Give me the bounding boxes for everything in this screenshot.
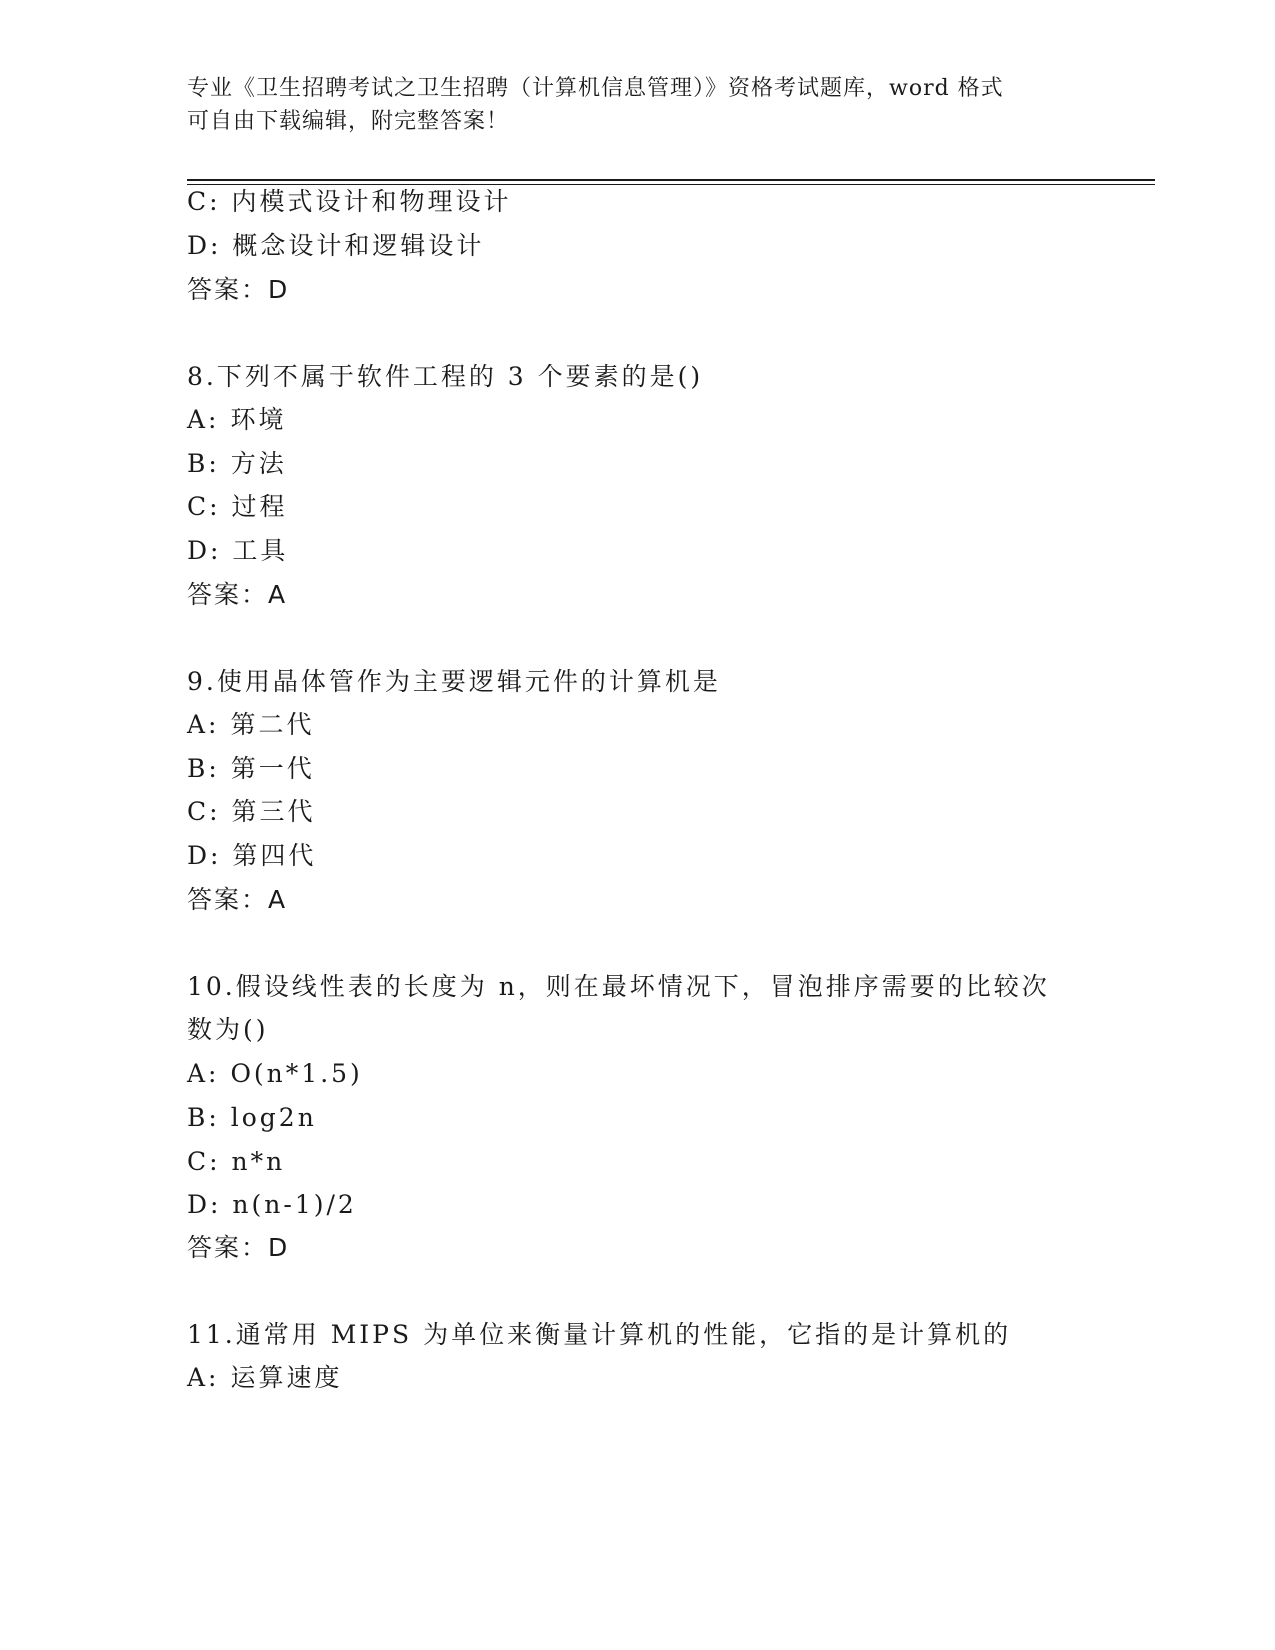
answer-line: 答案：A — [187, 885, 288, 914]
text-span: 过程 — [231, 492, 288, 521]
document-header — [187, 72, 1087, 138]
text-span: C: — [187, 492, 221, 521]
option-d — [187, 535, 288, 567]
text-span: D: — [187, 1190, 222, 1219]
text-span: n*n — [231, 1147, 286, 1176]
option-d — [187, 840, 316, 872]
text-span: D: — [187, 231, 222, 260]
option-c — [187, 1146, 285, 1178]
text-span: 工具 — [232, 536, 289, 565]
text-span: log2n — [230, 1103, 317, 1132]
header-line-1: 专业《卫生招聘考试之卫生招聘（计算机信息管理）》资格考试题库，word 格式 — [187, 76, 1004, 101]
header-line-2: 可自由下载编辑，附完整答案！ — [187, 109, 510, 134]
text-span: A: — [187, 710, 220, 739]
text-span: 第四代 — [232, 841, 317, 870]
header-divider-thin — [187, 184, 1155, 185]
option-a — [187, 1362, 342, 1394]
text-span: 方法 — [230, 449, 287, 478]
text-span: D: — [187, 536, 222, 565]
text-span: 第三代 — [231, 797, 316, 826]
text-span: A: — [187, 405, 220, 434]
answer-line: 答案：D — [187, 275, 290, 304]
text-span: O(n*1.5) — [230, 1059, 363, 1088]
text-span: 内模式设计和物理设计 — [231, 187, 512, 216]
option-a — [187, 404, 286, 436]
option-c — [187, 186, 512, 218]
option-c — [187, 491, 288, 523]
option-b — [187, 1102, 317, 1134]
option-c — [187, 796, 316, 828]
text-span: 第一代 — [230, 754, 315, 783]
text-span: n(n-1)/2 — [232, 1190, 357, 1219]
text-span: 概念设计和逻辑设计 — [232, 231, 485, 260]
text-span: 第二代 — [230, 710, 315, 739]
option-a — [187, 709, 314, 741]
text-span: 环境 — [230, 405, 287, 434]
text-span: A: — [187, 1363, 220, 1392]
question-stem: 9.使用晶体管作为主要逻辑元件的计算机是 — [187, 667, 721, 696]
text-span: C: — [187, 1147, 221, 1176]
option-d — [187, 230, 484, 262]
option-a — [187, 1058, 363, 1090]
question-stem-continued: 数为() — [187, 1015, 269, 1044]
option-b — [187, 448, 287, 480]
text-span: A: — [187, 1059, 220, 1088]
option-b — [187, 753, 315, 785]
text-span: C: — [187, 797, 221, 826]
answer-line: 答案：A — [187, 580, 288, 609]
text-span: 运算速度 — [230, 1363, 343, 1392]
text-span: D: — [187, 841, 222, 870]
header-divider — [187, 179, 1155, 181]
text-span: C: — [187, 187, 221, 216]
text-span: B: — [187, 754, 220, 783]
text-span: B: — [187, 449, 220, 478]
question-stem: 10.假设线性表的长度为 n，则在最坏情况下，冒泡排序需要的比较次 — [187, 972, 1050, 1001]
answer-line: 答案：D — [187, 1233, 290, 1262]
option-d — [187, 1189, 357, 1221]
text-span: B: — [187, 1103, 220, 1132]
question-stem: 8.下列不属于软件工程的 3 个要素的是() — [187, 362, 704, 391]
question-stem: 11.通常用 MIPS 为单位来衡量计算机的性能，它指的是计算机的 — [187, 1320, 1012, 1349]
